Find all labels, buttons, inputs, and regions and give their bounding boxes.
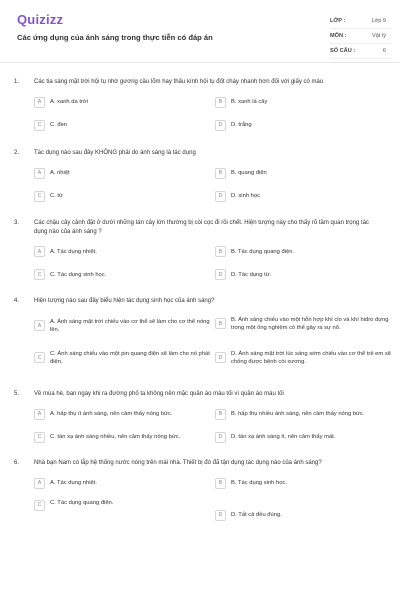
worksheet-header: [0, 0, 400, 63]
option-text: A. Ánh sáng mặt trời chiếu vào cơ thể sẽ làm cho cơ thể nóng lên.: [50, 318, 210, 333]
question-6: [14, 459, 390, 542]
option-text: A. Tác dụng nhiệt.: [50, 248, 97, 255]
option-text: D. Tất cả đều đúng.: [231, 512, 282, 519]
question-text: Các chậu cây cảnh đặt ở dưới những tán cây lớn thường bị còi cọc đi rồi chết. Hiện tượng này cho thấy rõ tầm quan trọng tác dụng nào của ánh sáng ?: [34, 220, 369, 235]
option-text: B. Ánh sáng chiếu vào một hỗn hợp khí clo và khí hiđro đựng trong một ống nghiệm có thể gây ra sự nổ.: [231, 316, 389, 331]
option-b[interactable]: [215, 168, 391, 179]
option-c[interactable]: [34, 120, 212, 131]
option-letter: C: [34, 500, 45, 511]
option-letter: B: [215, 478, 226, 489]
option-c[interactable]: [34, 499, 212, 511]
option-letter: A: [34, 97, 45, 108]
option-c[interactable]: [34, 191, 212, 202]
option-letter: D: [215, 191, 226, 202]
option-letter: C: [34, 269, 45, 280]
option-letter: D: [215, 432, 226, 443]
option-letter: A: [34, 168, 45, 179]
question-2: [14, 149, 390, 210]
question-number: 5.: [14, 391, 20, 397]
option-a[interactable]: [34, 97, 212, 108]
options-grid: [34, 97, 390, 139]
option-text: C. từ: [50, 193, 63, 200]
meta-value: Lớp 9: [371, 18, 386, 24]
question-text: Hiện tượng nào sau đây biểu hiện tác dụng sinh học của ánh sáng?: [34, 298, 215, 304]
option-letter: C: [34, 432, 45, 443]
option-d[interactable]: [215, 350, 391, 366]
option-b[interactable]: [215, 97, 391, 108]
meta-label: MÔN :: [330, 33, 347, 39]
option-text: D. tán xạ ánh sáng ít, nên cảm thấy mát.: [231, 434, 336, 441]
option-text: A. xanh da trời: [50, 99, 88, 106]
question-1: [14, 78, 390, 139]
options-grid: [34, 478, 390, 542]
question-number: 4.: [14, 298, 20, 304]
meta-table: [330, 14, 392, 59]
option-d[interactable]: [215, 191, 391, 202]
option-letter: B: [215, 246, 226, 257]
option-letter: C: [34, 120, 45, 131]
question-number: 3.: [14, 220, 20, 226]
option-letter: B: [215, 168, 226, 179]
options-grid: [34, 168, 390, 210]
meta-value: Vật lý: [372, 33, 386, 39]
question-5: [14, 390, 390, 451]
option-text: A. hấp thụ ít ánh sáng, nên cảm thấy nóng bức.: [50, 411, 173, 418]
question-number: 6.: [14, 460, 20, 466]
option-text: A. Tác dụng nhiệt.: [50, 480, 97, 487]
option-a[interactable]: [34, 246, 212, 257]
option-c[interactable]: [34, 269, 212, 280]
meta-row-subject: [330, 29, 392, 44]
option-letter: D: [215, 510, 226, 521]
option-text: C. đen: [50, 122, 68, 129]
option-letter: B: [215, 97, 226, 108]
question-4: [14, 297, 390, 376]
meta-row-question-count: [330, 44, 392, 59]
option-text: D. trắng: [231, 122, 252, 129]
options-grid: [34, 246, 390, 288]
option-text: B. Tác dụng sinh học.: [231, 480, 287, 487]
option-letter: C: [34, 352, 45, 363]
option-letter: B: [215, 409, 226, 420]
option-letter: B: [215, 318, 226, 329]
option-text: B. hấp thụ nhiều ánh sáng, nên cảm thấy nóng bức.: [231, 411, 365, 418]
question-text: Tác dụng nào sau đây KHÔNG phải do ánh sáng là tác dụng: [34, 150, 196, 156]
option-letter: C: [34, 191, 45, 202]
option-text: B. xanh lá cây: [231, 99, 268, 106]
option-d[interactable]: [215, 510, 391, 521]
meta-value: 6: [382, 48, 386, 54]
option-b[interactable]: [215, 246, 391, 257]
question-text: Về mùa hè, ban ngày khi ra đường phố ta không nên mặc quần áo màu tối vì quần áo màu tối: [34, 391, 284, 397]
option-c[interactable]: [34, 432, 212, 443]
option-b[interactable]: [215, 478, 391, 489]
option-b[interactable]: [215, 409, 391, 420]
option-letter: A: [34, 478, 45, 489]
option-b[interactable]: [215, 316, 391, 332]
option-text: D. Ánh sáng mặt trời lúc sáng sớm chiếu vào cơ thể trẻ em sẽ chống được bệnh còi xương.: [231, 350, 391, 365]
meta-label: SỐ CÂU :: [330, 48, 356, 54]
option-c[interactable]: [34, 350, 212, 366]
quizizz-logo: Quizizz: [17, 12, 64, 27]
option-text: D. Tác dụng từ.: [231, 271, 272, 278]
option-a[interactable]: [34, 168, 212, 179]
option-text: C. Tác dụng quang điện.: [50, 499, 114, 506]
option-text: D. sinh học: [231, 193, 260, 200]
meta-row-class: [330, 14, 392, 29]
worksheet-title: Các ứng dụng của ánh sáng trong thực tiễn có đáp án: [17, 33, 213, 42]
option-text: C. Tác dụng sinh học.: [50, 271, 107, 278]
options-grid: [34, 409, 390, 451]
options-grid: [34, 316, 390, 376]
option-letter: D: [215, 269, 226, 280]
question-text: Các tia sáng mặt trời hội tụ nhờ gương cầu lõm hay thấu kính hội tụ đốt cháy nhanh hơn đối với giấy có màu: [34, 79, 324, 85]
option-text: B. Tác dụng quang điện.: [231, 248, 295, 255]
option-a[interactable]: [34, 318, 212, 334]
option-letter: A: [34, 320, 45, 331]
option-letter: D: [215, 352, 226, 363]
question-number: 1.: [14, 79, 20, 85]
option-letter: D: [215, 120, 226, 131]
option-a[interactable]: [34, 478, 212, 489]
meta-label: LỚP :: [330, 18, 346, 24]
question-text: Nhà bạn Nam có lắp hệ thống nước nóng trên mái nhà. Thiết bị đó đã tận dụng tác dụng nào của ánh sáng?: [34, 460, 322, 466]
option-d[interactable]: [215, 120, 391, 131]
option-text: A. nhiệt: [50, 170, 70, 177]
option-letter: A: [34, 246, 45, 257]
option-text: B. quang điện: [231, 170, 267, 177]
option-d[interactable]: [215, 269, 391, 280]
option-text: C. Ánh sáng chiếu vào một pin quang điện sẽ làm cho nó phát điện.: [50, 350, 210, 365]
option-letter: A: [34, 409, 45, 420]
question-3: [14, 219, 390, 288]
option-a[interactable]: [34, 409, 212, 420]
option-text: C. tán xạ ánh sáng nhiều, nên cảm thấy nóng bức.: [50, 434, 181, 441]
question-number: 2.: [14, 150, 20, 156]
option-d[interactable]: [215, 432, 391, 443]
